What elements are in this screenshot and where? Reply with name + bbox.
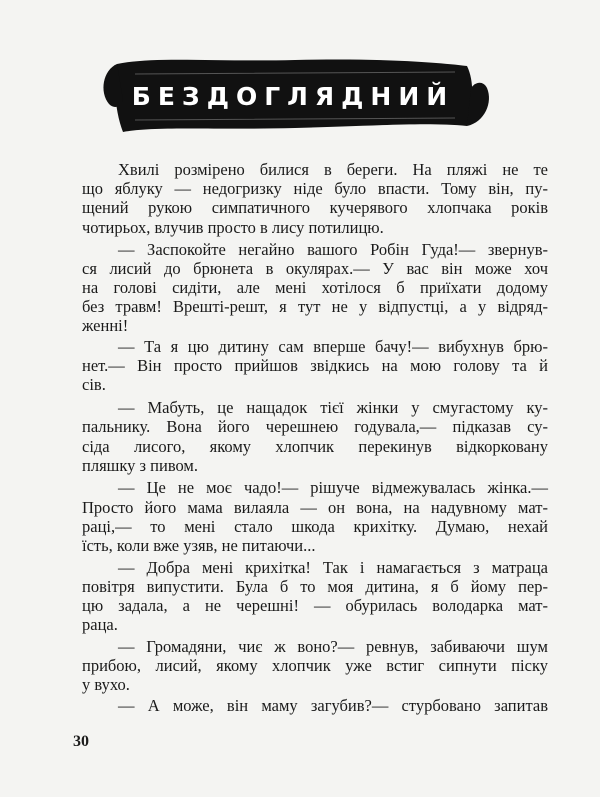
text-line: повітря випустити. Була б то моя дитина, я б йому пер- xyxy=(82,577,548,596)
text-line: щений рукою симпатичного кучерявого хлопчака років xyxy=(82,198,548,217)
text-line: на голові сидіти, але мені хотілося б приїхати додому xyxy=(82,278,548,297)
text-line: Просто його мама вилаяла — он вона, на надувному мат- xyxy=(82,498,548,517)
text-line: — Громадяни, чиє ж воно?— ревнув, забиваючи шум xyxy=(118,637,548,656)
text-line: без травм! Врешті-решт, я тут не у відпустці, а у відряд- xyxy=(82,297,548,316)
text-line: пляшку з пивом. xyxy=(82,456,198,475)
text-line: раці,— то мені стало шкода крихітку. Думаю, нехай xyxy=(82,517,548,536)
text-line: прибою, лисий, якому хлопчик уже встиг сипнути піску xyxy=(82,656,548,675)
text-line: женні! xyxy=(82,316,129,335)
text-line: сіда лисого, якому хлопчик перекинув відкорковану xyxy=(82,437,548,456)
text-line: їсть, коли вже узяв, не питаючи... xyxy=(82,536,316,555)
text-line: що яблуку — недогризку ніде було впасти. Тому він, пу- xyxy=(82,179,548,198)
text-line: — А може, він маму загубив?— стурбовано запитав xyxy=(118,696,548,715)
chapter-title: БЕЗДОГЛЯДНИЙ xyxy=(131,82,455,111)
text-line: — Та я цю дитину сам вперше бачу!— вибухнув брю- xyxy=(118,337,548,356)
text-line: ся лисий до брюнета в окулярах.— У вас він може хоч xyxy=(82,259,548,278)
text-line: раца. xyxy=(82,615,118,634)
text-line: — Заспокойте негайно вашого Робін Гуда!— звернув- xyxy=(118,240,548,259)
text-line: пальнику. Вона його черешнею годувала,— підказав су- xyxy=(82,417,548,436)
text-line: сів. xyxy=(82,375,106,394)
text-line: — Це не моє чадо!— рішуче відмежувалась жінка.— xyxy=(118,478,548,497)
page-number: 30 xyxy=(73,733,89,750)
text-line: — Мабуть, це нащадок тієї жінки у смугастому ку- xyxy=(118,398,548,417)
text-line: — Добра мені крихітка! Так і намагається з матраца xyxy=(118,558,548,577)
text-line: Хвилі розмірено билися в береги. На пляжі не те xyxy=(118,160,548,179)
text-line: у вухо. xyxy=(82,675,130,694)
text-line: нет.— Він просто прийшов звідкись на мою голову та й xyxy=(82,356,548,375)
text-line: чотирьох, влучив просто в лису потилицю. xyxy=(82,218,384,237)
text-line: цю задала, а не черешні! — обурилась володарка мат- xyxy=(82,596,548,615)
